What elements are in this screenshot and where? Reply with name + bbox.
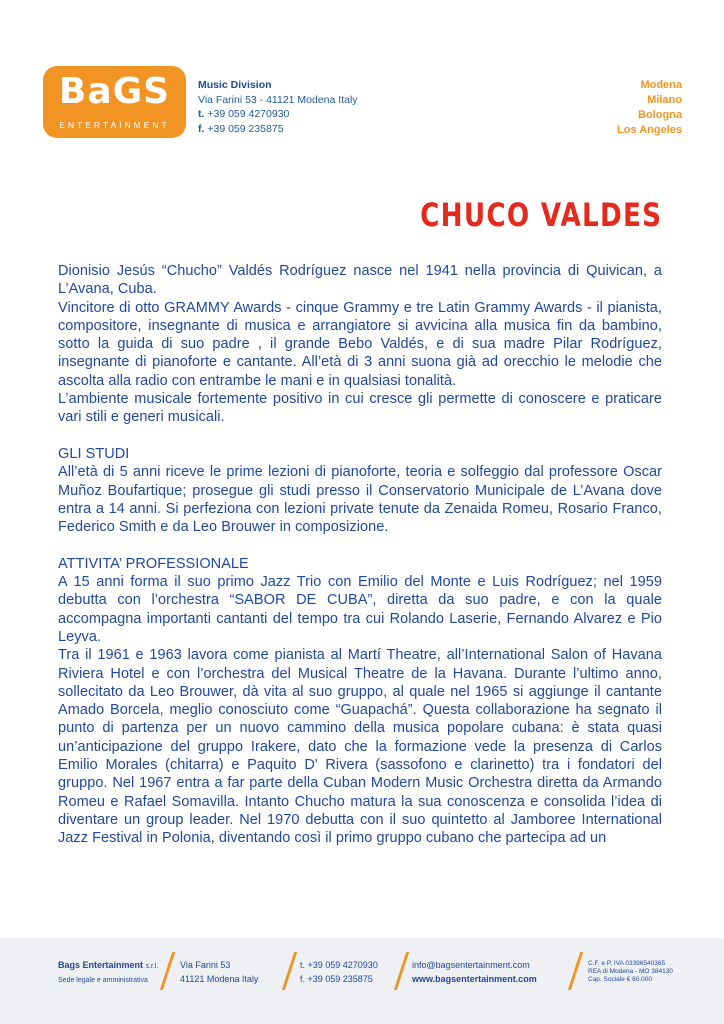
footer-address-line: Via Farini 53	[180, 960, 231, 970]
city-item: Bologna	[638, 109, 682, 121]
footer-company-sub: Sede legale e amministrativa	[58, 977, 148, 984]
paragraph: Tra il 1961 e 1963 lavora come pianista al Martí Theatre, all’International Salon of Havana Riviera Hotel e con l’orchestra del Musical Theatre de la Havana. Durante l’ultimo anno, sollecitato da Leo Brouwer, dà vita al suo gruppo, al quale nel 1965 si aggiunge il cantante Amado Borcela, meglio conosciuto come “Guapachá”. Questa collaborazione ha segnato il punto di partenza per un nuovo cammino della musica popolare cubana: è stata quasi un’anticipazione del gruppo Irakere, dato che la formazione vede la presenza di Carlos Emilio Morales (chitarra) e Paquito D' Rivera (sassofono e clarinetto) tra i fondatori del gruppo. Nel 1967 entra a far parte della Cuban Modern Music Orchestra diretta da Armando Romeu e Rafael Somavilla. Intanto Chucho matura la sua conoscenza e consolida l’idea di diventare un group leader. Nel 1970 debutta con il suo quintetto al Jamboree International Jazz Festival in Polonia, diventando così il primo gruppo cubano che partecipa ad un	[58, 647, 662, 847]
paragraph: All’età di 5 anni riceve le prime lezioni di pianoforte, teoria e solfeggio dal professore Oscar Muñoz Boufartique; prosegue gli studi presso il Conservatorio Municipale de L’Avana dove entra a 14 anni. Si perfeziona con lezioni private tenute da Zenaida Romeu, Rosario Franco, Federico Smith e da Leo Brouwer in composizione.	[58, 464, 662, 536]
city-item: Los Angeles	[617, 124, 682, 136]
contact-block	[198, 78, 358, 136]
document-body	[58, 262, 662, 848]
logo-wordmark: BaGS	[58, 71, 171, 112]
city-item: Modena	[640, 79, 682, 91]
footer-company	[58, 958, 158, 988]
city-item: Milano	[647, 94, 682, 106]
footer-web	[412, 958, 537, 986]
footer-company-suffix: s.r.l.	[145, 963, 159, 970]
paragraph: A 15 anni forma il suo primo Jazz Trio con Emilio del Monte e Luis Rodríguez; nel 1959 debutta con l’orchestra “SABOR DE CUBA”, diretta da suo padre, e con la quale accompagna importanti cantanti del tempo tra cui Rolando Laserie, Fernando Alvarez e Pio Leyva.	[58, 574, 662, 645]
logo-subtitle: ENTERTAINMENT	[59, 120, 170, 130]
footer-phones	[300, 958, 378, 986]
paragraph: Dionisio Jesús “Chucho” Valdés Rodríguez nasce nel 1941 nella provincia di Quivican, a L’Avana, Cuba.	[58, 263, 662, 298]
contact-fax: f. +39 059 235875	[198, 122, 284, 135]
footer-company-name: Bags Entertainment	[58, 960, 144, 970]
divider-slash	[394, 952, 409, 990]
divider-slash	[160, 952, 175, 990]
footer-email-link[interactable]: info@bagsentertainment.com	[412, 960, 530, 970]
footer-legal-line: Cap. Sociale € 60.000	[588, 976, 652, 983]
bags-logo	[43, 66, 186, 138]
footer-legal	[588, 960, 673, 984]
letterhead	[0, 0, 724, 150]
contact-phone: t. +39 059 4270930	[198, 108, 290, 120]
paragraph: L’ambiente musicale fortemente positivo in cui cresce gli permette di conoscere e praticare vari stili e generi musicali.	[58, 391, 662, 426]
paragraph: Vincitore di otto GRAMMY Awards - cinque Grammy e tre Latin Grammy Awards - il pianista, compositore, insegnante di musica e arrangiatore si avvicina alla musica fin da bambino, sotto la guida di suo padre , il grande Bebo Valdés, e di sua madre Pilar Rodríguez, insegnante di pianoforte e cantante. All’età di 3 anni suona già ad orecchio le melodie che ascolta alla radio con entrambe le mani e in qualsiasi tonalità.	[58, 299, 662, 389]
section-heading: GLI STUDI	[58, 445, 130, 462]
spacer	[58, 427, 662, 445]
footer	[0, 938, 724, 1024]
footer-address-line: 41121 Modena Italy	[180, 974, 259, 984]
footer-website-link[interactable]: www.bagsentertainment.com	[412, 974, 537, 984]
divider-slash	[568, 952, 583, 990]
contact-address: Via Farini 53 - 41121 Modena Italy	[198, 93, 358, 106]
spacer	[58, 536, 662, 554]
division-name: Music Division	[198, 79, 272, 91]
footer-phone: t. +39 059 4270930	[300, 960, 378, 970]
divider-slash	[282, 952, 297, 990]
city-list	[617, 78, 682, 138]
section-heading: ATTIVITA’ PROFESSIONALE	[58, 555, 249, 572]
footer-fax: f. +39 059 235875	[300, 974, 373, 984]
document-title: CHUCO VALDES	[419, 196, 662, 234]
footer-address	[180, 958, 258, 986]
footer-legal-line: C.F. e P. IVA 03396540365	[588, 960, 666, 967]
footer-legal-line: REA di Modena - MO 384130	[588, 968, 673, 975]
